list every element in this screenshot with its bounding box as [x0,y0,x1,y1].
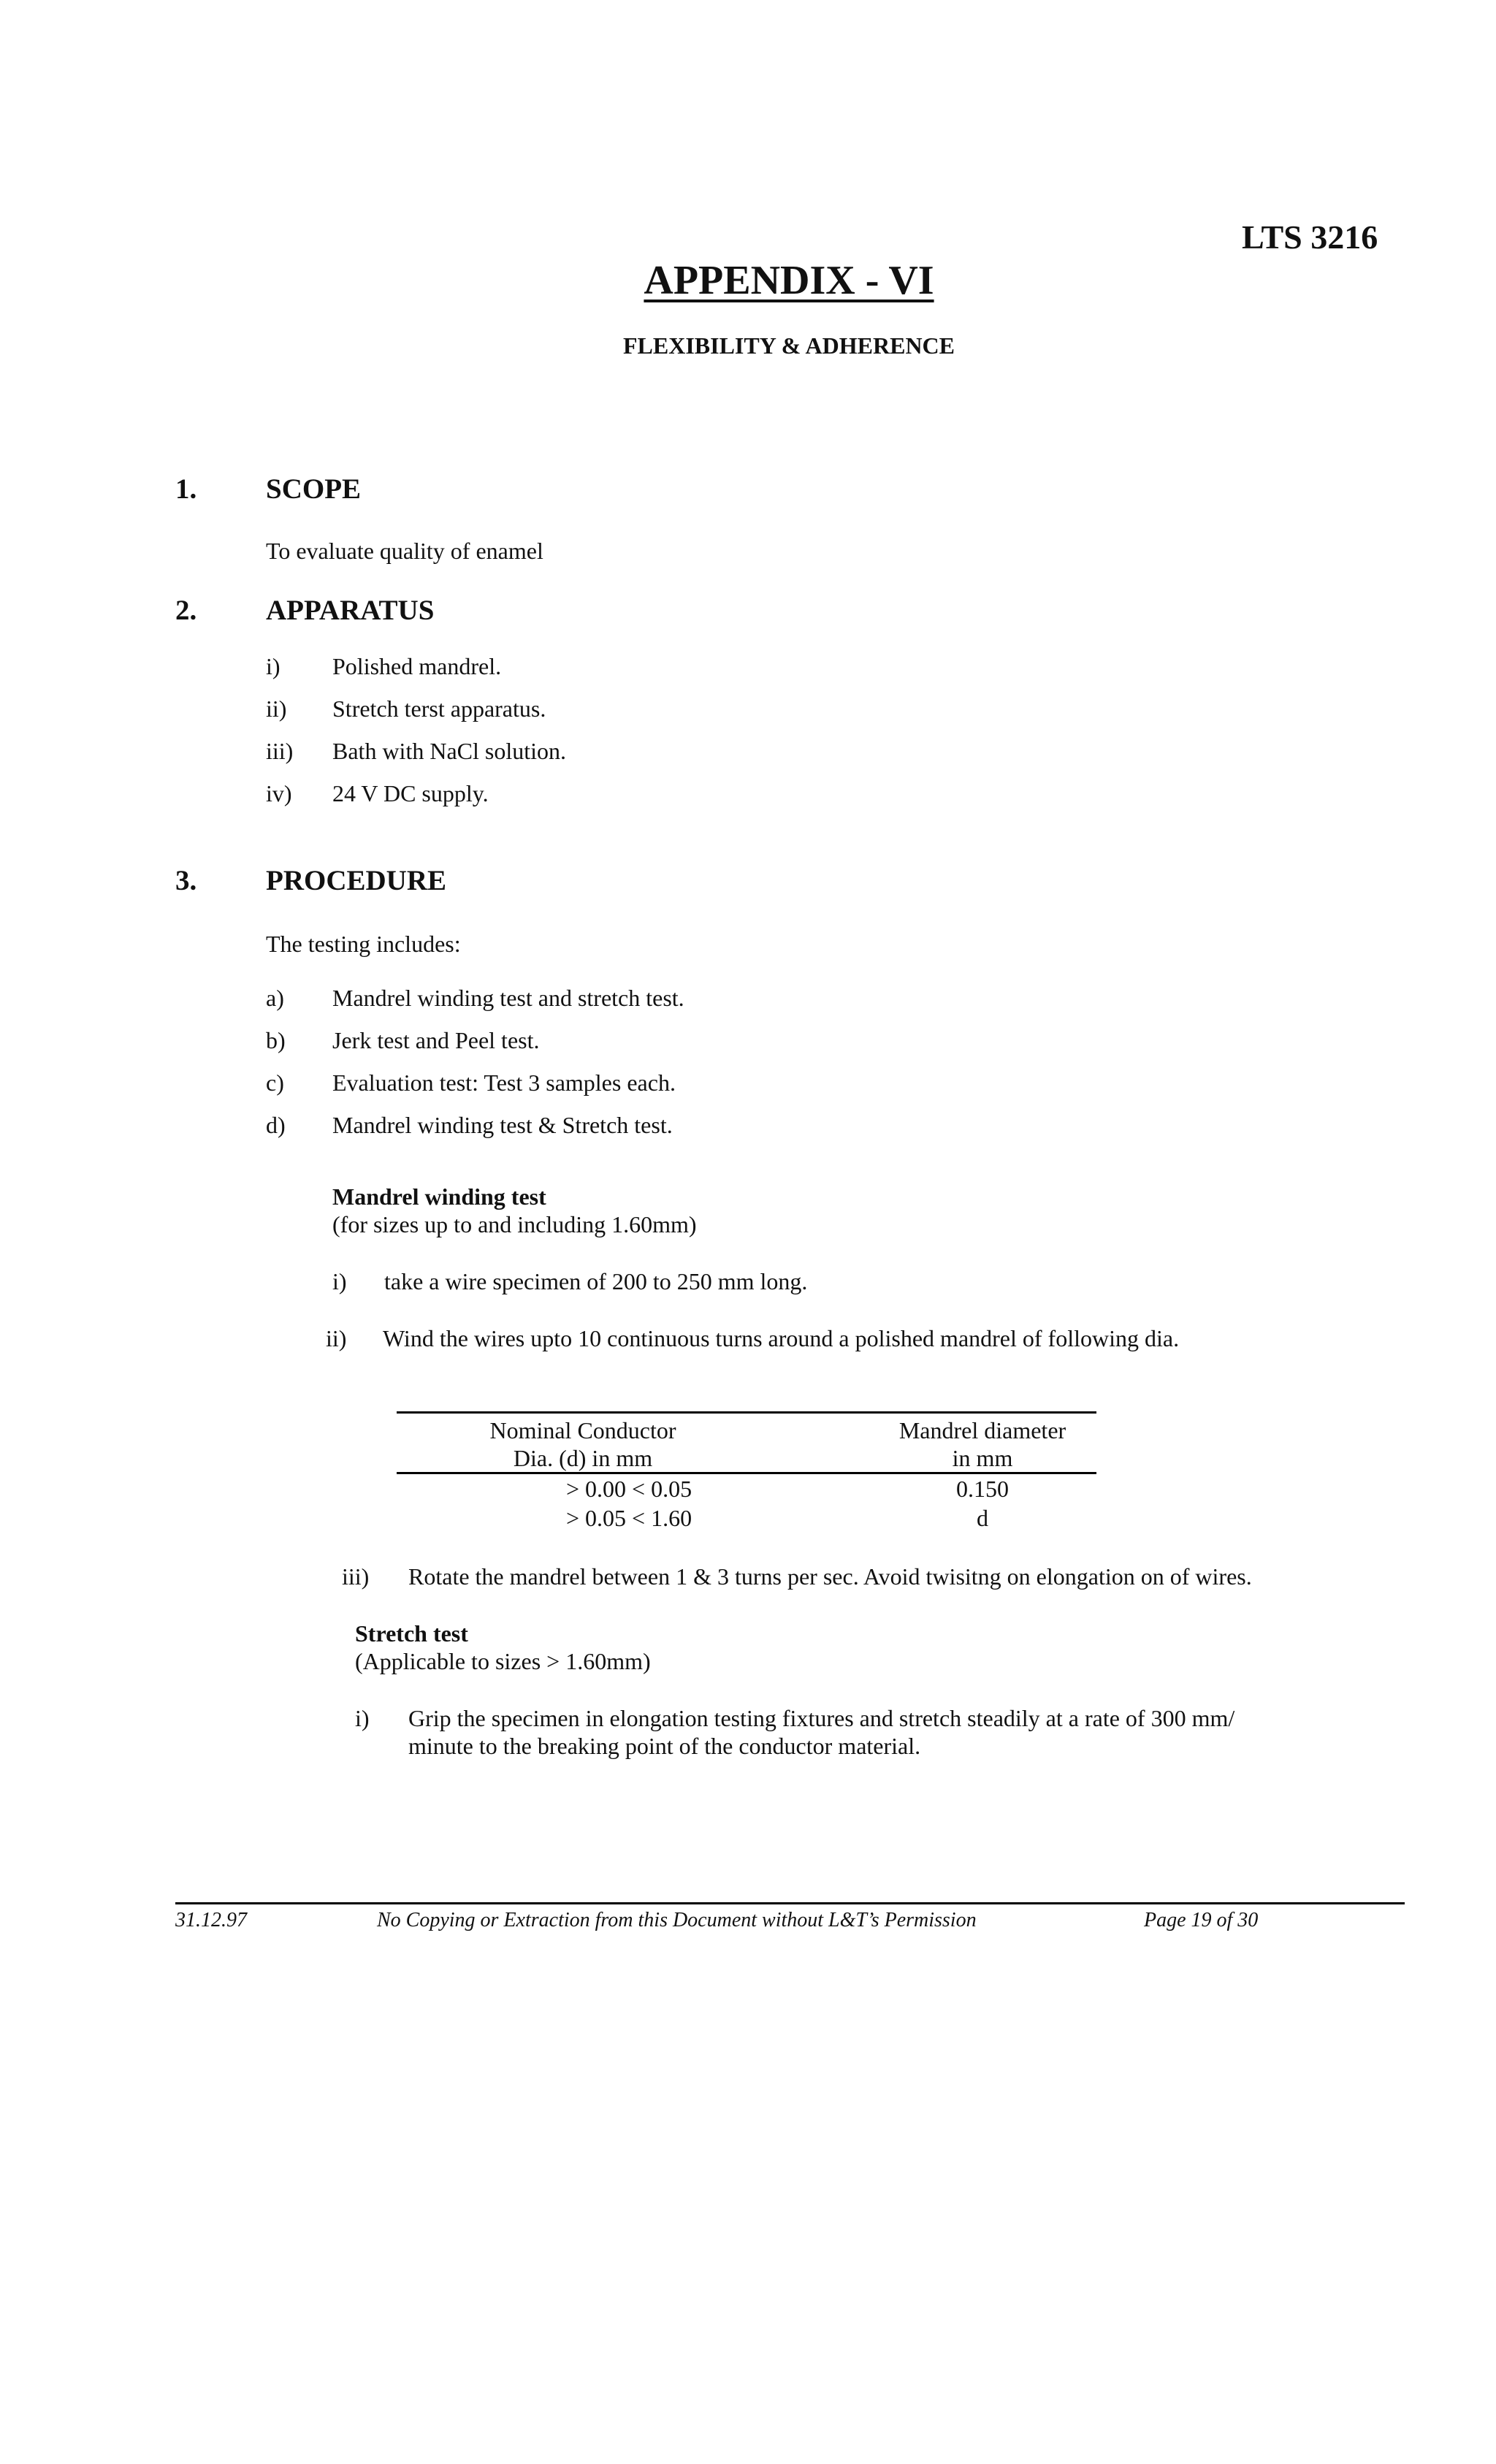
scope-text: To evaluate quality of enamel [266,538,543,564]
stretch-test-heading: Stretch test [355,1620,468,1647]
step-marker: ii) [326,1325,347,1351]
list-marker: iii) [266,738,294,764]
list-marker: d) [266,1112,286,1138]
table-top-rule [397,1411,1096,1414]
section-number-procedure: 3. [175,865,197,896]
list-marker: ii) [266,695,287,722]
list-item: Stretch terst apparatus. [332,695,546,722]
stretch-test-note: (Applicable to sizes > 1.60mm) [355,1648,651,1674]
footer-page-number: Page 19 of 30 [1144,1909,1259,1931]
list-item: Mandrel winding test & Stretch test. [332,1112,673,1138]
step-text: Rotate the mandrel between 1 & 3 turns per sec. Avoid twisitng on elongation on of wires. [408,1563,1252,1590]
list-item: Mandrel winding test and stretch test. [332,985,684,1011]
step-marker: i) [355,1705,370,1731]
table-cell-dia: > 0.05 < 1.60 [566,1505,692,1531]
step-marker: iii) [342,1563,370,1590]
list-item: Jerk test and Peel test. [332,1027,540,1053]
list-item: Polished mandrel. [332,653,502,679]
table-header-mandrel-line1: Mandrel diameter [898,1417,1066,1443]
footer-notice: No Copying or Extraction from this Document without L&T’s Permission [377,1909,977,1931]
footer-date: 31.12.97 [175,1909,247,1931]
mandrel-test-note: (for sizes up to and including 1.60mm) [332,1211,697,1237]
step-text: Wind the wires upto 10 continuous turns around a polished mandrel of following dia. [383,1325,1180,1351]
list-marker: i) [266,653,280,679]
list-item: Evaluation test: Test 3 samples each. [332,1069,676,1096]
section-title-scope: SCOPE [266,473,362,505]
section-number-apparatus: 2. [175,595,197,626]
section-title-apparatus: APPARATUS [266,595,435,626]
step-text: Grip the specimen in elongation testing fixtures and stretch steadily at a rate of 300 mm/ [408,1705,1235,1731]
step-text: take a wire specimen of 200 to 250 mm long. [384,1268,808,1294]
section-title-procedure: PROCEDURE [266,865,447,896]
list-marker: c) [266,1069,284,1096]
list-item: Bath with NaCl solution. [332,738,566,764]
list-marker: iv) [266,780,292,806]
list-item: 24 V DC supply. [332,780,489,806]
table-cell-mandrel: d [977,1505,988,1531]
table-header-rule [397,1472,1096,1474]
list-marker: b) [266,1027,286,1053]
page-title: APPENDIX - VI [644,258,934,303]
mandrel-test-heading: Mandrel winding test [332,1183,546,1210]
step-marker: i) [332,1268,347,1294]
table-header-mandrel-line2: in mm [952,1445,1013,1471]
list-marker: a) [266,985,284,1011]
table-cell-mandrel: 0.150 [956,1476,1009,1502]
step-text: minute to the breaking point of the conductor material. [408,1733,921,1759]
page-subtitle: FLEXIBILITY & ADHERENCE [622,332,955,359]
table-cell-dia: > 0.00 < 0.05 [566,1476,692,1502]
footer-rule [175,1902,1405,1904]
table-header-dia-line2: Dia. (d) in mm [513,1445,653,1471]
section-number-scope: 1. [175,473,197,505]
document-code: LTS 3216 [1242,218,1378,256]
table-header-dia-line1: Nominal Conductor [489,1417,676,1443]
procedure-intro: The testing includes: [266,931,461,957]
